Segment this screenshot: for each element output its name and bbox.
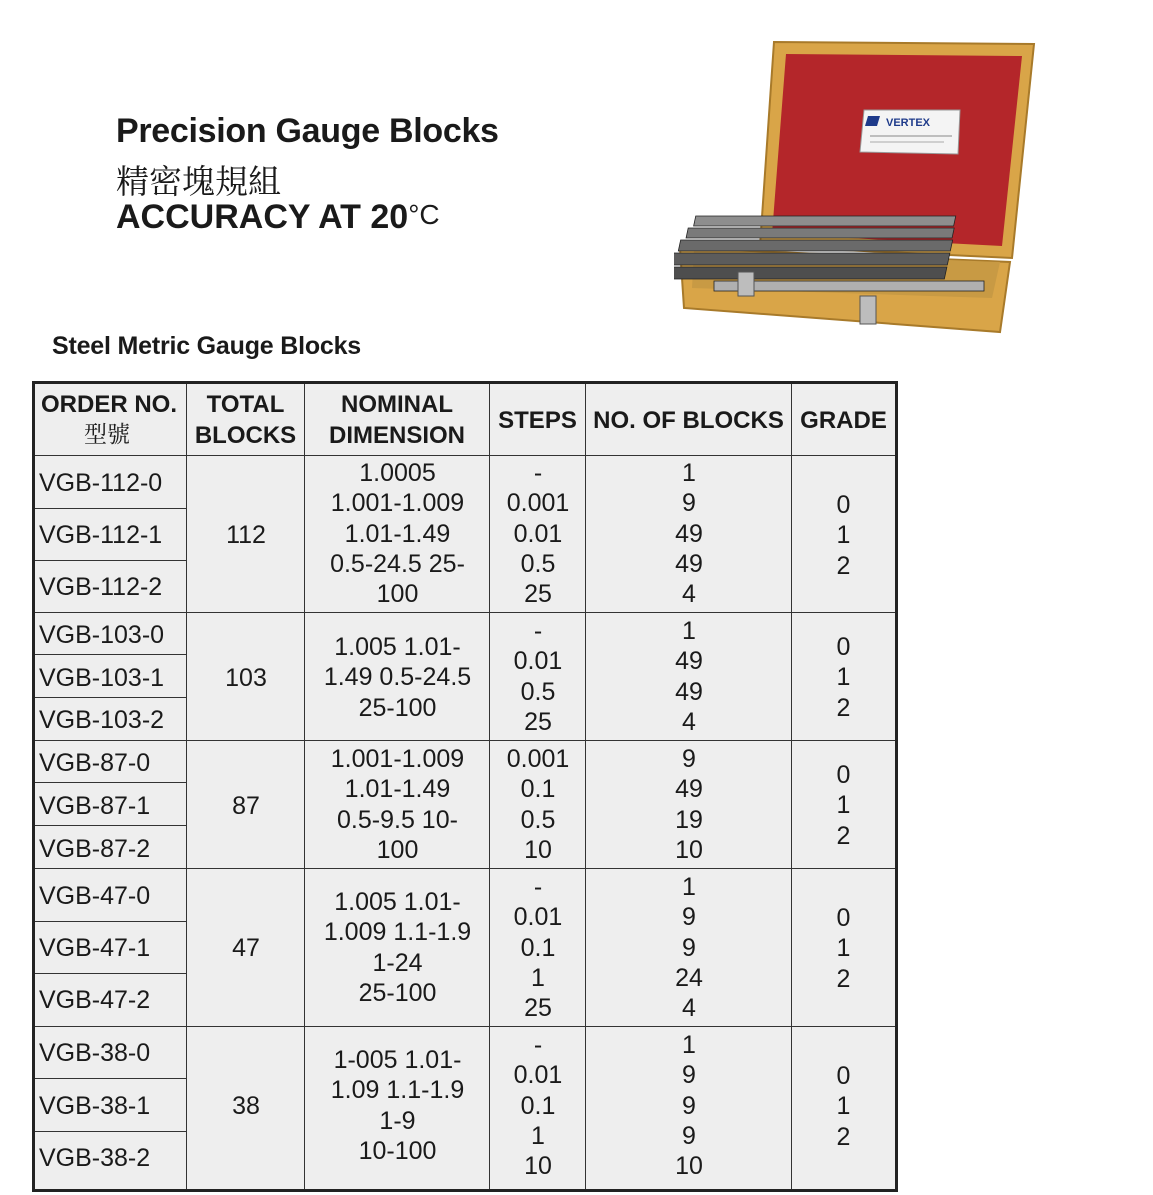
group-divider [35, 868, 895, 869]
section-title: Steel Metric Gauge Blocks [52, 332, 362, 360]
nominal-dimension: 1.005 1.01- 1.009 1.1-1.9 1-24 25-100 [323, 888, 472, 1007]
steps: - 0.01 0.5 25 [513, 617, 563, 736]
nominal-dimension: 1.005 1.01- 1.49 0.5-24.5 25-100 [323, 633, 472, 722]
header-order-no: ORDER NO. 型號 [35, 384, 187, 456]
steps: - 0.01 0.1 1 10 [513, 1031, 563, 1181]
total-blocks: 47 [232, 934, 260, 962]
gauge-block-table [32, 381, 898, 1192]
nominal-dimension: 1.0005 1.001-1.009 1.01-1.49 0.5-24.5 25- 100 [330, 459, 465, 609]
group-divider [35, 1026, 895, 1027]
nominal-dimension: 1-005 1.01- 1.09 1.1-1.9 1-9 10-100 [330, 1046, 465, 1165]
order-number: VGB-87-2 [39, 835, 151, 863]
page-title: Precision Gauge Blocks [116, 112, 499, 150]
brand-label: VERTEX [886, 117, 931, 129]
no-of-blocks: 1 49 49 4 [675, 617, 703, 736]
total-blocks: 87 [232, 792, 260, 820]
page-subtitle-chinese: 精密塊規組 [116, 162, 281, 201]
header-steps: STEPS [490, 384, 586, 456]
grade: 0 1 2 [836, 761, 851, 850]
grade: 0 1 2 [836, 491, 851, 580]
order-number: VGB-38-0 [39, 1039, 151, 1067]
group-divider [35, 612, 895, 613]
grade: 0 1 2 [836, 904, 851, 993]
group-divider [35, 740, 895, 741]
total-blocks: 103 [225, 664, 267, 692]
header-nominal-dimension: NOMINAL DIMENSION [305, 384, 490, 456]
header-divider [35, 455, 895, 456]
order-number: VGB-103-0 [39, 621, 165, 649]
no-of-blocks: 1 9 9 9 10 [675, 1031, 703, 1181]
grade: 0 1 2 [836, 1062, 851, 1151]
nominal-dimension: 1.001-1.009 1.01-1.49 0.5-9.5 10- 100 [330, 745, 465, 864]
accuracy-text: ACCURACY AT 20 [116, 198, 409, 236]
order-number: VGB-38-2 [39, 1144, 151, 1172]
order-number: VGB-38-1 [39, 1092, 151, 1120]
order-number: VGB-87-1 [39, 792, 151, 820]
case-latch-right [860, 296, 876, 324]
gauge-block-case-image [674, 36, 1054, 336]
steps: 0.001 0.1 0.5 10 [506, 745, 570, 864]
no-of-blocks: 1 9 49 49 4 [675, 459, 703, 609]
order-number: VGB-47-1 [39, 934, 151, 962]
grade: 0 1 2 [836, 633, 851, 722]
order-number: VGB-103-1 [39, 664, 165, 692]
case-latch-left [738, 272, 754, 296]
order-number: VGB-47-0 [39, 882, 151, 910]
order-number: VGB-112-2 [39, 573, 163, 601]
order-number: VGB-103-2 [39, 706, 165, 734]
total-blocks: 112 [226, 521, 266, 549]
no-of-blocks: 1 9 9 24 4 [675, 873, 703, 1023]
header-grade: GRADE [800, 406, 887, 434]
header-total-blocks: TOTAL BLOCKS [187, 384, 305, 456]
order-number: VGB-47-2 [39, 986, 151, 1014]
header-no-of-blocks: NO. OF BLOCKS [586, 384, 792, 456]
total-blocks: 38 [232, 1092, 260, 1120]
order-number: VGB-112-1 [39, 521, 163, 549]
accuracy-note [116, 198, 440, 237]
order-number: VGB-87-0 [39, 749, 151, 777]
steps: - 0.001 0.01 0.5 25 [506, 459, 570, 609]
steps: - 0.01 0.1 1 25 [513, 873, 563, 1023]
no-of-blocks: 9 49 19 10 [675, 745, 703, 864]
accuracy-unit: °C [408, 199, 440, 230]
order-number: VGB-112-0 [39, 469, 163, 497]
